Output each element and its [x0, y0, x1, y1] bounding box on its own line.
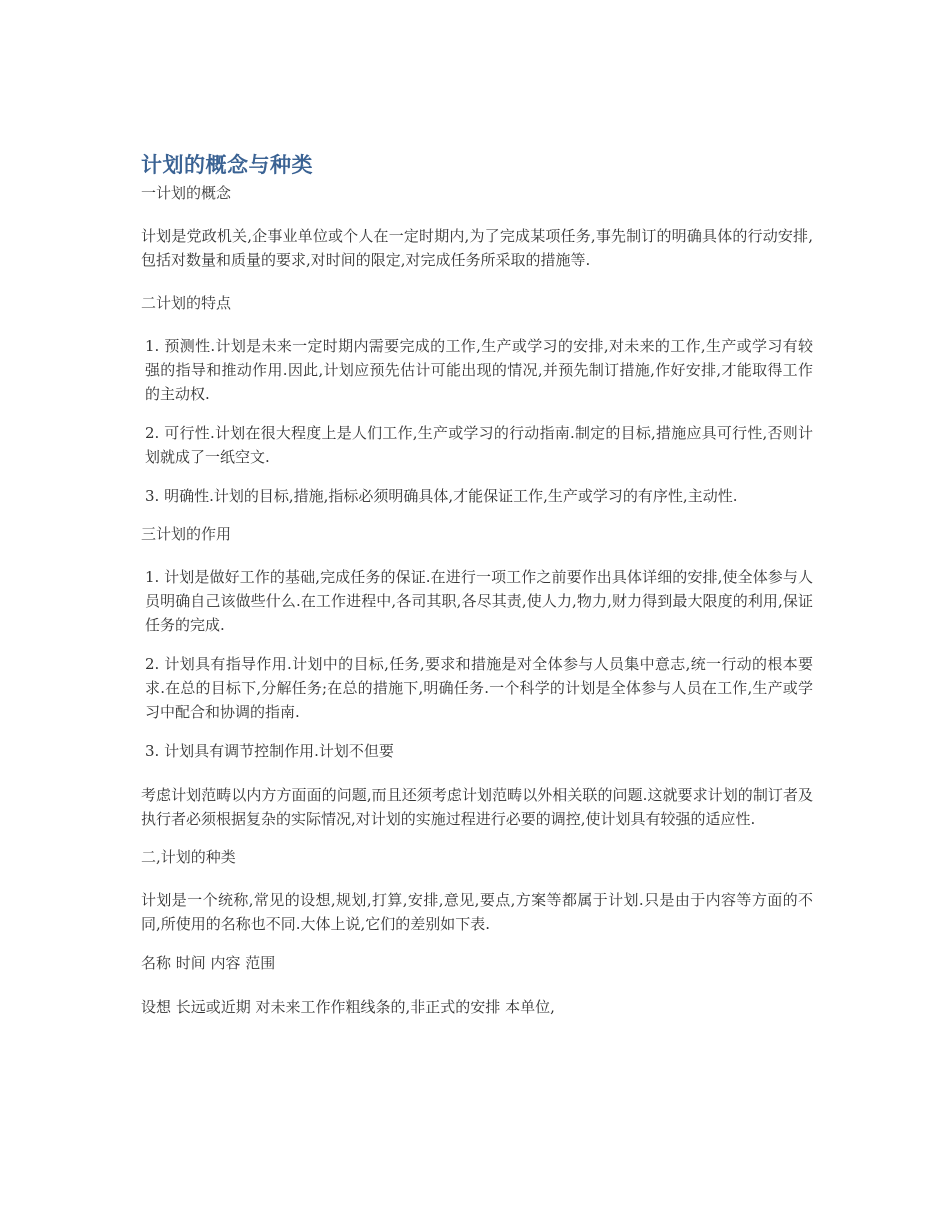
- table-header-line: 名称 时间 内容 范围: [141, 954, 276, 972]
- paragraph-function-1: 1. 计划是做好工作的基础,完成任务的保证.在进行一项工作之前要作出具体详细的安排,使全体参与人员明确自己该做些什么.在工作进程中,各司其职,各尽其责,使人力,物力,财力得到最大限度的利用,保证任务的完成.: [145, 568, 813, 634]
- paragraph-types: 计划是一个统称,常见的设想,规划,打算,安排,意见,要点,方案等都属于计划.只是由于内容等方面的不同,所使用的名称也不同.大体上说,它们的差别如下表.: [141, 891, 813, 933]
- paragraph-feature-3: 3. 明确性.计划的目标,措施,指标必须明确具体,才能保证工作,生产或学习的有序性,主动性.: [145, 487, 738, 505]
- section-heading-concept: 一计划的概念: [141, 184, 232, 202]
- section-heading-features: 二计划的特点: [141, 294, 232, 312]
- paragraph-function-2: 2. 计划具有指导作用.计划中的目标,任务,要求和措施是对全体参与人员集中意志,统一行动的根本要求.在总的目标下,分解任务;在总的措施下,明确任务.一个科学的计划是全体参与人员在工作,生产或学习中配合和协调的指南.: [145, 655, 813, 721]
- document-page: [141, 150, 813, 1019]
- table-row-line: 设想 长远或近期 对未来工作作粗线条的,非正式的安排 本单位,: [141, 998, 555, 1016]
- section-heading-types: 二,计划的种类: [141, 848, 236, 866]
- section-heading-functions: 三计划的作用: [141, 525, 232, 543]
- paragraph-concept: 计划是党政机关,企事业单位或个人在一定时期内,为了完成某项任务,事先制订的明确具体的行动安排,包括对数量和质量的要求,对时间的限定,对完成任务所采取的措施等.: [141, 227, 813, 269]
- paragraph-function-3-continued: 考虑计划范畴以内方方面面的问题,而且还须考虑计划范畴以外相关联的问题.这就要求计划的制订者及执行者必须根据复杂的实际情况,对计划的实施过程进行必要的调控,使计划具有较强的适应性.: [141, 786, 813, 828]
- document-title: 计划的概念与种类: [141, 153, 313, 177]
- paragraph-feature-2: 2. 可行性.计划在很大程度上是人们工作,生产或学习的行动指南.制定的目标,措施应具可行性,否则计划就成了一纸空文.: [145, 424, 813, 466]
- paragraph-function-3: 3. 计划具有调节控制作用.计划不但要: [145, 742, 394, 760]
- paragraph-feature-1: 1. 预测性.计划是未来一定时期内需要完成的工作,生产或学习的安排,对未来的工作,生产或学习有较强的指导和推动作用.因此,计划应预先估计可能出现的情况,并预先制订措施,作好安排,才能取得工作的主动权.: [145, 337, 813, 403]
